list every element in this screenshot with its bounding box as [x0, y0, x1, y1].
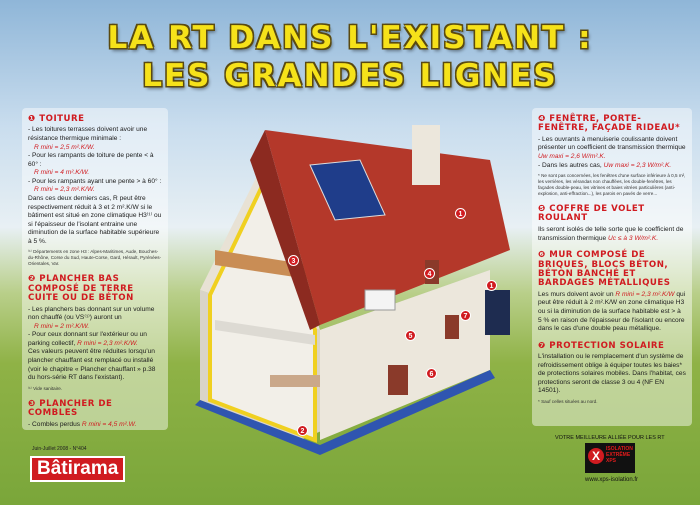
text: - Dans les autres cas,	[538, 161, 602, 169]
value: Uw maxi = 2,3 W/m².K.	[603, 161, 672, 169]
text: Dans ces deux derniers cas, R peut être respectivement réduit à 3 et 2 m².K/W si le bâtiment est situé en zone climatique H3⁽¹⁾ ou si l'épaisseur de l'isolant entraine une diminution de la surface habitable supérieure à 5 %.	[28, 194, 162, 245]
footnote: ⁽¹⁾ Départements en zone H3 : Alpes-Maritimes, Aude, Bouches-du-Rhône, Corse du Sud, Haute-Corse, Gard, Hérault, Pyrénées-Orientales, Var.	[28, 249, 162, 267]
text: Ils seront isolés de telle sorte que le coefficient de transmission thermique	[538, 225, 684, 242]
batirama-logo: Bâtirama	[30, 456, 125, 482]
value: R mini = 2,5 m².K/W.	[34, 143, 95, 151]
section-toiture-title: ❶ TOITURE	[28, 114, 85, 124]
section-combles-title: ❸ PLANCHER DE COMBLES	[28, 398, 113, 419]
xps-logo	[585, 443, 635, 473]
footnote: * Ne sont pas concernées, les fenêtres d'une surface inférieure à 0,5 m², les verrières, les vérandas non chauffées, les double-fenêtres, les façades double-peau, les vitrines et baies vitrées particulières (anti-explosion, anti-effraction...), les parois en pavés de verre...	[538, 173, 686, 197]
xps-x-icon: X	[588, 448, 604, 464]
value: Uw maxi = 2,6 W/m².K.	[538, 153, 606, 161]
marker-1b: 1	[486, 280, 497, 291]
footnote: * Sauf celles situées au nord.	[538, 398, 598, 404]
marker-7: 7	[460, 310, 471, 321]
title-line-1: LA RT DANS L'EXISTANT :	[107, 20, 593, 56]
tagline: VOTRE MEILLEURE ALLIÉE POUR LES RT	[555, 435, 665, 441]
left-panel	[22, 108, 168, 430]
website-url[interactable]: www.xps-isolation.fr	[585, 477, 639, 483]
text: - Les toitures terrasses doivent avoir une résistance thermique minimale :	[28, 126, 148, 143]
section-fenetre-title: ❹ FENÊTRE, PORTE-FENÊTRE, FAÇADE RIDEAU*	[538, 114, 681, 134]
text: L'installation ou le remplacement d'un système de refroidissement oblige à équiper toutes les baies* de protections solaires mobiles. Dans l'habitat, ces protections seront de classe 3 ou 4 (NF EN 14501).	[538, 353, 686, 395]
text: - Combles perdus	[28, 420, 81, 428]
text: - Pour les rampants de toiture de pente < à 60° :	[28, 152, 154, 168]
footnote: ⁽¹⁾ Vide sanitaire.	[28, 385, 63, 391]
marker-5: 5	[405, 330, 416, 341]
text: - Pour ceux donnant sur l'extérieur ou un parking collectif,	[28, 331, 147, 347]
section-mur-title: ❻ MUR COMPOSÉ DE BRIQUES, BLOCS BÉTON, BÉTON BANCHÉ ET BARDAGES MÉTALLIQUES	[538, 250, 671, 289]
marker-6: 6	[426, 368, 437, 379]
marker-1: 1	[455, 208, 466, 219]
value: Uc ≤ à 3 W/m².K.	[608, 234, 659, 242]
value: R mini = 4,5 m².W.	[81, 420, 137, 428]
issue-date: Juin-Juillet 2008 - N°404	[32, 446, 87, 452]
section-plancher-bas-title: ❷ PLANCHER BAS COMPOSÉ DE TERRE CUITE OU DE BÉTON	[28, 274, 134, 304]
marker-2: 2	[297, 425, 308, 436]
section-protection-title: ❼ PROTECTION SOLAIRE	[538, 340, 665, 351]
text: - Pour les rampants ayant une pente > à 60° :	[28, 177, 162, 185]
section-coffre-title: ❺ COFFRE DE VOLET ROULANT	[538, 204, 645, 224]
marker-3: 3	[288, 255, 299, 266]
text: qui peut être réduit à 2 m².K/W en zone climatique H3 ou si la diminution de la surface habitable est > à 5 % en raison de l'épaisseur de l'isolant ou encore dans le cas d'une double peau métallique.	[538, 290, 686, 333]
value: R mini = 2,3 m².K/W	[615, 290, 675, 298]
title-line-2: LES GRANDES LIGNES	[142, 58, 558, 94]
value: R mini = 2 m².K/W.	[34, 322, 90, 330]
marker-4: 4	[424, 268, 435, 279]
text: - Les planchers bas donnant sur un volume non chauffé (ou VS⁽¹⁾) auront un	[28, 305, 155, 322]
text: - Les ouvrants à menuiserie coulissante doivent présenter un coefficient de transmission thermique	[538, 135, 686, 152]
text: Ces valeurs peuvent être réduites lorsqu'un plancher chauffant est remplacé ou installé (voir le chapitre « Plancher chauffant » p.38 du hors-série RT dans l'existant).	[28, 348, 156, 382]
value: R mini = 2,3 m².K/W.	[34, 186, 95, 194]
right-panel	[532, 108, 692, 426]
house-illustration	[170, 120, 530, 460]
text: Les murs doivent avoir un	[538, 290, 614, 298]
xps-logo-text: ISOLATION EXTRÊME XPS	[606, 446, 633, 464]
value: R mini = 4 m².K/W.	[34, 169, 90, 177]
value: R mini = 2,3 m².K/W.	[77, 339, 138, 347]
